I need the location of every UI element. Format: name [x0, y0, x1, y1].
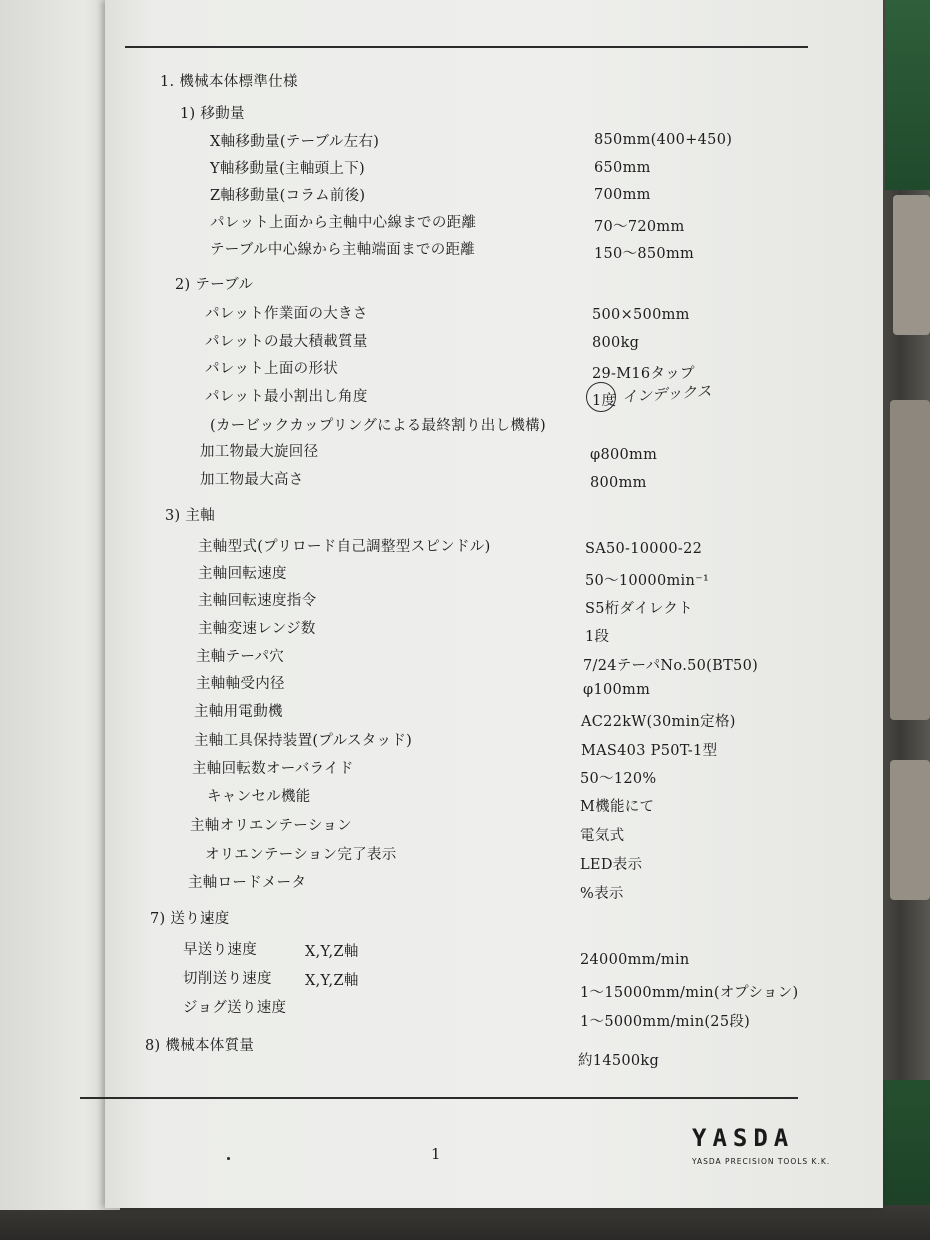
stray-mark: [227, 1157, 230, 1160]
spec-label: パレット上面の形状: [205, 361, 339, 377]
spec-value: MAS403 P50T-1型: [581, 743, 718, 759]
spec-value: 1段: [585, 629, 610, 645]
spec-value: SA50-10000-22: [585, 541, 703, 557]
page-number: 1: [431, 1145, 441, 1163]
spec-value: 700mm: [594, 187, 651, 203]
spec-value: 1～5000mm/min(25段): [580, 1014, 751, 1030]
spec-label: パレット作業面の大きさ: [205, 306, 368, 322]
spec-value: 800mm: [590, 475, 647, 491]
handwritten-note: インデックス: [621, 381, 713, 407]
spec-label: X軸移動量(テーブル左右): [210, 134, 380, 150]
spec-note: (カービックカップリングによる最終割り出し機構): [210, 418, 546, 434]
bottom-rule: [80, 1097, 798, 1099]
underlying-sheet: [0, 0, 120, 1210]
spec-label: 加工物最大旋回径: [200, 444, 319, 460]
spec-value: 29-M16タップ: [592, 366, 695, 382]
handwritten-circle: [586, 382, 616, 412]
spec-value: AC22kW(30min定格): [581, 714, 736, 730]
spec-label: テーブル中心線から主軸端面までの距離: [210, 242, 476, 258]
subsection-travel: 1) 移動量: [180, 106, 245, 122]
spec-value: %表示: [580, 886, 624, 902]
spec-label: 主軸軸受内径: [196, 676, 285, 692]
spec-value: S5桁ダイレクト: [585, 601, 693, 617]
spec-label: 主軸用電動機: [194, 704, 283, 720]
spec-value: 24000mm/min: [580, 952, 690, 968]
spec-label: 主軸ロードメータ: [188, 875, 307, 891]
spec-value: 850mm(400+450): [594, 132, 733, 148]
spec-axes: X,Y,Z軸: [305, 973, 359, 989]
spec-label: 主軸回転速度指令: [198, 593, 317, 609]
spec-value: 約14500kg: [578, 1053, 660, 1069]
spec-value: φ800mm: [590, 447, 658, 463]
spec-value: 50～120%: [580, 771, 657, 787]
spec-value: 電気式: [580, 828, 625, 844]
spec-value: 500×500mm: [592, 307, 690, 323]
spec-label: 主軸変速レンジ数: [198, 621, 316, 637]
spec-value: 800kg: [592, 335, 640, 351]
background-part: [893, 195, 930, 335]
spec-value: 70～720mm: [594, 219, 685, 235]
background-green-panel: [885, 0, 930, 190]
spec-label: パレットの最大積載質量: [205, 334, 368, 350]
background-floor: [0, 1205, 930, 1240]
spec-value: M機能にて: [580, 799, 655, 815]
yasda-logo-subtitle: YASDA PRECISION TOOLS K.K.: [692, 1157, 831, 1166]
background-part: [890, 760, 930, 900]
spec-label: オリエンテーション完了表示: [205, 847, 397, 863]
spec-label: Y軸移動量(主軸頭上下): [210, 161, 365, 177]
spec-label: Z軸移動量(コラム前後): [210, 188, 366, 204]
spec-label: 主軸型式(プリロード自己調整型スピンドル): [198, 539, 491, 555]
spec-label: 主軸回転数オーバライド: [192, 761, 354, 777]
subsection-mass: 8) 機械本体質量: [145, 1038, 255, 1054]
spec-label: ジョグ送り速度: [183, 1000, 287, 1016]
spec-label: 切削送り速度: [183, 971, 272, 987]
subsection-feed: 7) 送り速度: [150, 911, 230, 927]
spec-label: 主軸テーパ穴: [196, 649, 285, 665]
subsection-spindle: 3) 主軸: [165, 508, 215, 524]
spec-value: LED表示: [580, 857, 643, 873]
top-rule: [125, 46, 808, 48]
spec-label: 主軸オリエンテーション: [190, 818, 352, 834]
spec-label: パレット上面から主軸中心線までの距離: [210, 215, 477, 231]
spec-value: 150～850mm: [594, 246, 695, 262]
spec-axes: X,Y,Z軸: [305, 944, 359, 960]
subsection-table: 2) テーブル: [175, 277, 254, 293]
spec-value: φ100mm: [583, 682, 651, 698]
section-title: 1. 機械本体標準仕様: [160, 74, 298, 90]
spec-label: キャンセル機能: [207, 789, 311, 805]
spec-value: 7/24テーパNo.50(BT50): [583, 658, 759, 674]
spec-label: パレット最小割出し角度: [205, 389, 368, 405]
spec-value: 1～15000mm/min(オプション): [580, 985, 799, 1001]
spec-value: 650mm: [594, 160, 651, 176]
spec-label: 主軸工具保持装置(プルスタッド): [194, 733, 413, 749]
spec-value: 50～10000min⁻¹: [585, 573, 710, 589]
spec-label: 主軸回転速度: [198, 566, 287, 582]
spec-label: 早送り速度: [183, 942, 257, 958]
background-part: [890, 400, 930, 720]
spec-value: 1度: [592, 393, 617, 409]
spec-label: 加工物最大高さ: [200, 472, 304, 488]
yasda-logo: YASDA: [692, 1124, 795, 1152]
